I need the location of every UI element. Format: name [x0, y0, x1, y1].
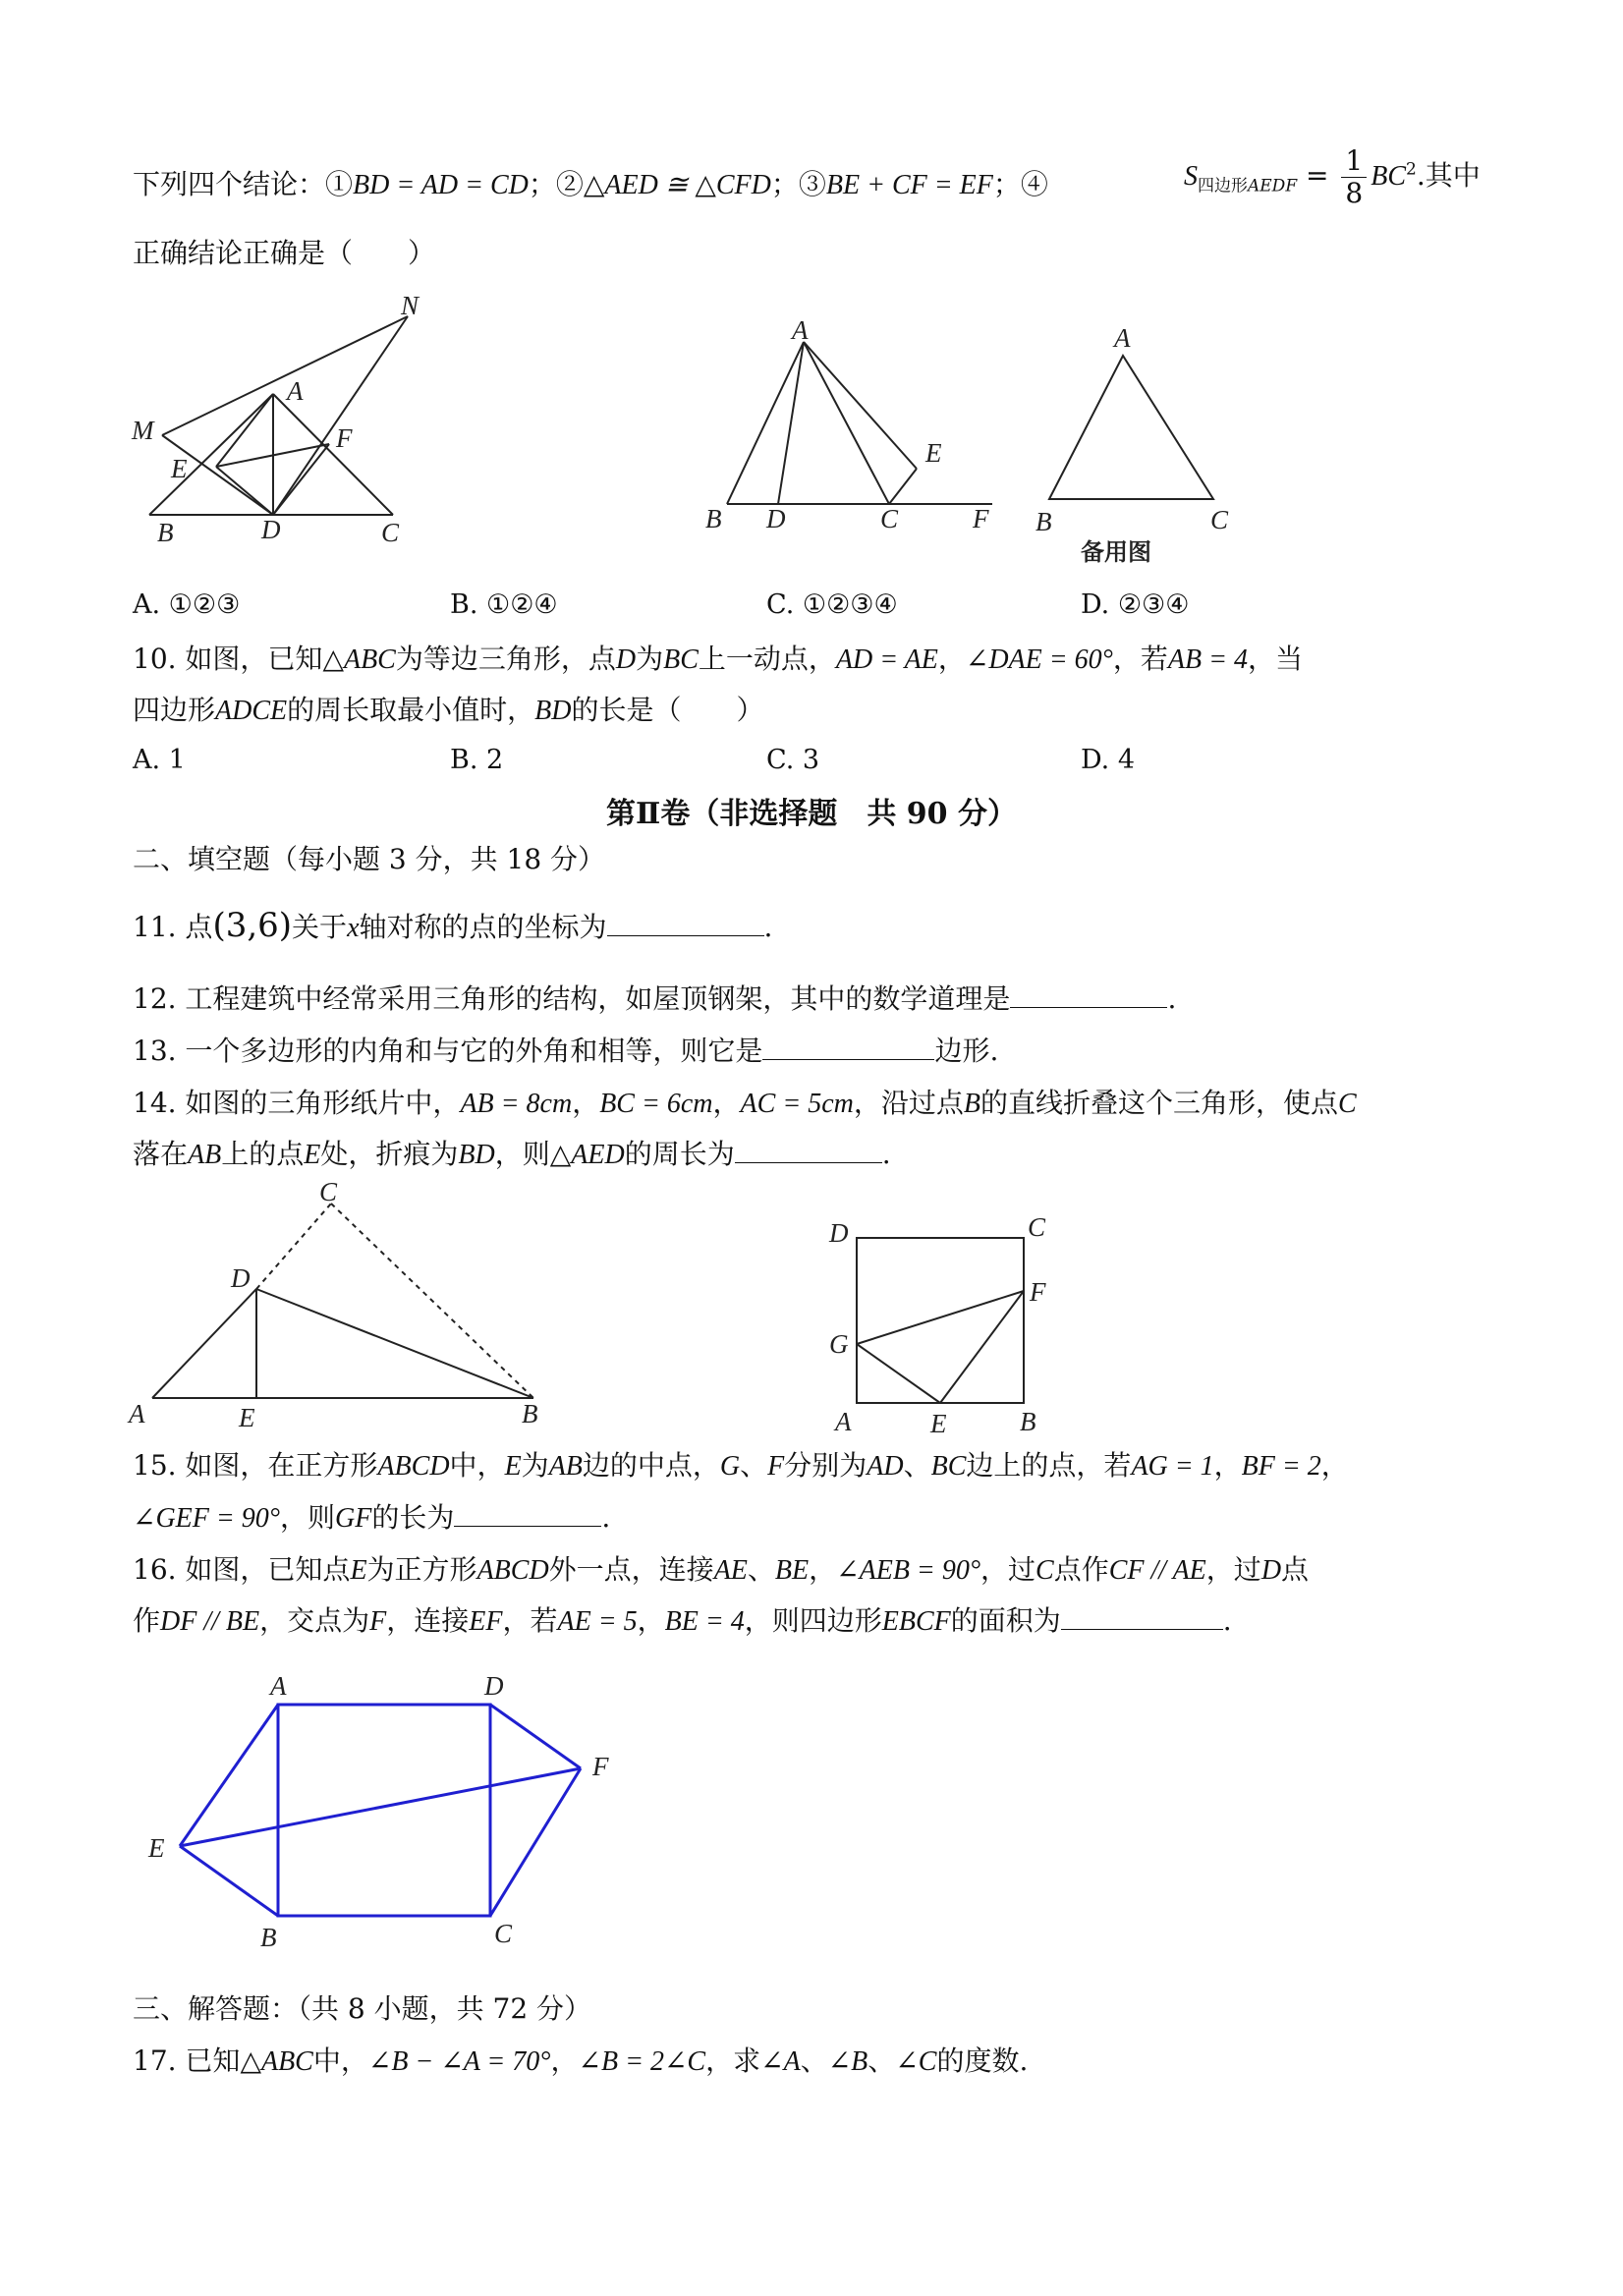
- q9-option-a[interactable]: A. ①②③: [133, 589, 241, 620]
- t: 的周长取最小值时，: [287, 694, 535, 726]
- q17: [133, 2042, 1028, 2082]
- label-M: M: [132, 416, 154, 445]
- t: .: [881, 1138, 891, 1170]
- t: ，: [637, 1604, 665, 1637]
- label-B: B: [1035, 507, 1052, 536]
- figure-q9-middle: [698, 315, 1002, 545]
- t: ，过: [1205, 1553, 1261, 1586]
- t: 17. 已知: [133, 2044, 241, 2077]
- t: ，: [572, 1087, 600, 1119]
- m: C: [1035, 1555, 1054, 1586]
- t: .: [763, 911, 773, 943]
- t: ，沿过点: [853, 1087, 964, 1119]
- label-B: B: [522, 1399, 538, 1428]
- m: AB = 4: [1167, 644, 1248, 675]
- m: GF: [335, 1503, 372, 1534]
- answer-blank[interactable]: [607, 908, 764, 936]
- q15-line-1: [133, 1446, 1349, 1486]
- sep: ；: [770, 168, 799, 200]
- figure-q15: [815, 1208, 1071, 1444]
- m: ∠GEF = 90°: [133, 1503, 280, 1534]
- q13: [133, 1032, 998, 1071]
- m: DF // BE: [160, 1606, 260, 1637]
- denominator: 8: [1345, 177, 1364, 209]
- t: 上一动点，: [698, 643, 836, 675]
- tail-text: .其中: [1416, 159, 1481, 192]
- t: 的长为: [371, 1501, 455, 1534]
- label-N: N: [401, 291, 420, 320]
- m: BC: [930, 1451, 967, 1482]
- t: ，: [1213, 1449, 1242, 1482]
- t: 四边形: [133, 694, 216, 726]
- t: 的度数.: [936, 2044, 1029, 2077]
- m: △ABC: [322, 644, 396, 675]
- label-A: A: [270, 1671, 287, 1701]
- numerator: 1: [1341, 145, 1367, 178]
- q10-option-d[interactable]: D. 4: [1081, 745, 1136, 775]
- m: D: [1260, 1555, 1282, 1586]
- t: 的直线折叠这个三角形，使点: [980, 1087, 1339, 1119]
- t: 轴对称的点的坐标为: [359, 911, 607, 943]
- label-B: B: [157, 518, 174, 547]
- answer-blank[interactable]: [454, 1498, 601, 1527]
- label-F: F: [592, 1752, 609, 1781]
- label-C: C: [381, 518, 400, 547]
- q12: [133, 980, 1176, 1019]
- t: 处，折痕为: [320, 1138, 459, 1170]
- m: G: [719, 1451, 741, 1482]
- q10-line-2: [133, 691, 763, 731]
- m: AD: [867, 1451, 904, 1482]
- m: BD: [458, 1140, 495, 1170]
- label-A: A: [1114, 323, 1131, 353]
- label-A: A: [287, 376, 304, 406]
- q15-line-2: [133, 1498, 610, 1539]
- t: 的周长为: [624, 1138, 735, 1170]
- label-F: F: [973, 504, 989, 533]
- t: 11. 点: [133, 911, 213, 943]
- m: △ABC: [240, 2046, 313, 2077]
- figure-q9-left: [128, 290, 422, 555]
- sep: ；: [992, 168, 1021, 200]
- t: 点作: [1053, 1553, 1109, 1586]
- q16-line-2: [133, 1601, 1232, 1642]
- label-D: D: [829, 1218, 849, 1248]
- q9-option-c[interactable]: C. ①②③④: [766, 589, 898, 620]
- q10-option-a[interactable]: A. 1: [133, 745, 186, 775]
- circle-4: ④: [1020, 168, 1048, 200]
- m: BE = 4: [664, 1606, 745, 1637]
- figure-q16: [133, 1665, 644, 1960]
- t: 中，: [449, 1449, 505, 1482]
- t: ，求: [705, 2044, 761, 2077]
- t: 的长是（ ）: [571, 694, 764, 726]
- m: B: [963, 1089, 980, 1119]
- t: ，: [937, 643, 966, 675]
- t: 为等边三角形，点: [395, 643, 616, 675]
- t: 为正方形: [366, 1553, 477, 1586]
- q9-option-d[interactable]: D. ②③④: [1081, 589, 1190, 620]
- m: ∠B = 2∠C: [578, 2046, 706, 2077]
- sep: ；: [528, 168, 556, 200]
- m: C: [1338, 1089, 1357, 1119]
- t: .: [1222, 1604, 1232, 1637]
- q10-option-b[interactable]: B. 2: [450, 745, 504, 775]
- t: 边形.: [934, 1035, 999, 1067]
- section-2-subtitle: 二、填空题（每小题 3 分，共 18 分）: [133, 843, 606, 875]
- label-E: E: [171, 454, 188, 483]
- label-B: B: [705, 504, 722, 533]
- t: .: [1167, 982, 1177, 1015]
- m: ∠AEB = 90°: [836, 1555, 981, 1586]
- m: EF: [469, 1606, 503, 1637]
- q9-question-line: 正确结论正确是（ ）: [133, 237, 436, 269]
- t: ，则: [494, 1138, 550, 1170]
- m: ABCD: [476, 1555, 549, 1586]
- t: 分别为: [784, 1449, 867, 1482]
- label-D: D: [766, 504, 786, 533]
- t: ，: [1320, 1449, 1349, 1482]
- t: 上的点: [221, 1138, 305, 1170]
- t: 为: [521, 1449, 549, 1482]
- label-B: B: [1020, 1407, 1036, 1436]
- m: ADCE: [215, 696, 288, 726]
- t: 12. 工程建筑中经常采用三角形的结构，如屋顶钢架，其中的数学道理是: [133, 982, 1011, 1015]
- t: ，连接: [386, 1604, 470, 1637]
- section-2-title: 第Ⅱ卷（非选择题 共 90 分）: [606, 797, 1017, 831]
- m: ABCD: [377, 1451, 450, 1482]
- label-E: E: [930, 1409, 947, 1438]
- t: 10. 如图，已知: [133, 643, 323, 675]
- label-F: F: [336, 423, 353, 453]
- m: △AED: [549, 1140, 625, 1170]
- m: ∠C: [895, 2046, 937, 2077]
- t: 、: [867, 2044, 896, 2077]
- t: ，则: [279, 1501, 335, 1534]
- area-sub-cn: 四边形: [1198, 176, 1248, 196]
- circle-1: ①: [325, 168, 354, 200]
- q16-line-1: [133, 1550, 1309, 1591]
- t: 边的中点，: [582, 1449, 720, 1482]
- conclusion-4: [1184, 145, 1481, 209]
- answer-blank[interactable]: [1061, 1601, 1223, 1630]
- m: BF = 2: [1241, 1451, 1321, 1482]
- m: CF // AE: [1108, 1555, 1206, 1586]
- label-G: G: [829, 1329, 849, 1359]
- m: D: [615, 644, 637, 675]
- t: ，当: [1247, 643, 1303, 675]
- exponent: 2: [1406, 159, 1417, 180]
- q14-line-2: [133, 1135, 891, 1175]
- t: 边上的点，若: [966, 1449, 1132, 1482]
- m: F: [767, 1451, 785, 1482]
- m: x: [347, 913, 360, 943]
- label-A: A: [129, 1399, 145, 1428]
- m: F: [369, 1606, 387, 1637]
- label-D: D: [261, 515, 281, 544]
- conclusion-3: BE + CF = EF: [825, 170, 993, 200]
- point-coordinates: (3,6): [212, 906, 293, 945]
- t: ，: [550, 2044, 579, 2077]
- equals: =: [1306, 159, 1329, 192]
- m: AB: [548, 1451, 583, 1482]
- t: ，过: [980, 1553, 1036, 1586]
- t: 16. 如图，已知点: [133, 1553, 351, 1586]
- fraction: [1341, 145, 1367, 209]
- m: AB = 8cm: [460, 1089, 573, 1119]
- m: BC: [663, 644, 699, 675]
- label-C: C: [1210, 505, 1229, 534]
- m: E: [350, 1555, 367, 1586]
- label-C: C: [319, 1177, 338, 1206]
- t: 14. 如图的三角形纸片中，: [133, 1087, 461, 1119]
- t: ，若: [1112, 643, 1168, 675]
- label-F: F: [1030, 1277, 1046, 1307]
- t: ，则四边形: [744, 1604, 882, 1637]
- t: 为: [636, 643, 664, 675]
- t: 、: [800, 2044, 828, 2077]
- t: 、: [903, 1449, 931, 1482]
- label-B: B: [260, 1923, 277, 1952]
- conclusion-1: BD = AD = CD: [353, 170, 529, 200]
- m: AC = 5cm: [740, 1089, 854, 1119]
- label-A: A: [792, 315, 809, 345]
- q14-line-1: [133, 1084, 1357, 1124]
- t: ，交点为: [259, 1604, 370, 1637]
- t: 落在: [133, 1138, 189, 1170]
- q10-option-c[interactable]: C. 3: [766, 745, 820, 775]
- t: 中，: [312, 2044, 368, 2077]
- m: ∠A: [760, 2046, 801, 2077]
- conclusion-2: △AED ≅ △CFD: [583, 170, 771, 200]
- q9-intro: 下列四个结论：: [133, 168, 326, 200]
- label-C: C: [1028, 1212, 1046, 1242]
- m: ∠B: [827, 2046, 868, 2077]
- m: BC = 6cm: [599, 1089, 713, 1119]
- figure-q14: [123, 1179, 565, 1434]
- label-E: E: [148, 1833, 165, 1863]
- t: 、: [740, 1449, 768, 1482]
- m: BE: [774, 1555, 810, 1586]
- t: 作: [133, 1604, 161, 1637]
- m: ∠B − ∠A = 70°: [367, 2046, 551, 2077]
- t: 15. 如图，在正方形: [133, 1449, 378, 1482]
- q11: [133, 906, 772, 948]
- m: AB: [188, 1140, 222, 1170]
- t: 的面积为: [950, 1604, 1061, 1637]
- t: ，: [809, 1553, 837, 1586]
- area-sub-latin: AEDF: [1248, 176, 1298, 196]
- m: BD: [534, 696, 572, 726]
- label-C: C: [880, 504, 899, 533]
- section-3-title: 三、解答题：（共 8 小题，共 72 分）: [133, 1992, 592, 2025]
- m: AG = 1: [1131, 1451, 1214, 1482]
- t: 点: [1281, 1553, 1310, 1586]
- answer-blank[interactable]: [1010, 980, 1167, 1008]
- t: ，: [712, 1087, 741, 1119]
- t: 外一点，连接: [548, 1553, 714, 1586]
- t: 、: [747, 1553, 775, 1586]
- figure-q9-right: [1032, 319, 1267, 575]
- circle-2: ②: [555, 168, 584, 200]
- q10-line-1: [133, 640, 1303, 680]
- answer-blank[interactable]: [762, 1032, 934, 1060]
- m: E: [304, 1140, 321, 1170]
- m: AD = AE: [835, 644, 938, 675]
- answer-blank[interactable]: [735, 1135, 882, 1163]
- t: ，若: [502, 1604, 558, 1637]
- area-symbol: S: [1184, 161, 1198, 192]
- t: .: [601, 1501, 611, 1534]
- label-A: A: [835, 1407, 852, 1436]
- label-D: D: [231, 1263, 251, 1293]
- q9-conclusions: [133, 165, 1048, 205]
- m: EBCF: [881, 1606, 951, 1637]
- label-E: E: [239, 1403, 255, 1432]
- label-D: D: [484, 1671, 504, 1701]
- m: ∠DAE = 60°: [965, 644, 1113, 675]
- circle-3: ③: [798, 168, 826, 200]
- label-E: E: [925, 438, 942, 468]
- m: AE = 5: [557, 1606, 638, 1637]
- t: 关于: [292, 911, 348, 943]
- t: 13. 一个多边形的内角和与它的外角和相等，则它是: [133, 1035, 763, 1067]
- bc: BC: [1371, 161, 1407, 192]
- m: E: [504, 1451, 522, 1482]
- q9-option-b[interactable]: B. ①②④: [450, 589, 558, 620]
- caption-spare-figure: 备用图: [1081, 538, 1151, 566]
- label-C: C: [494, 1919, 513, 1948]
- m: AE: [713, 1555, 748, 1586]
